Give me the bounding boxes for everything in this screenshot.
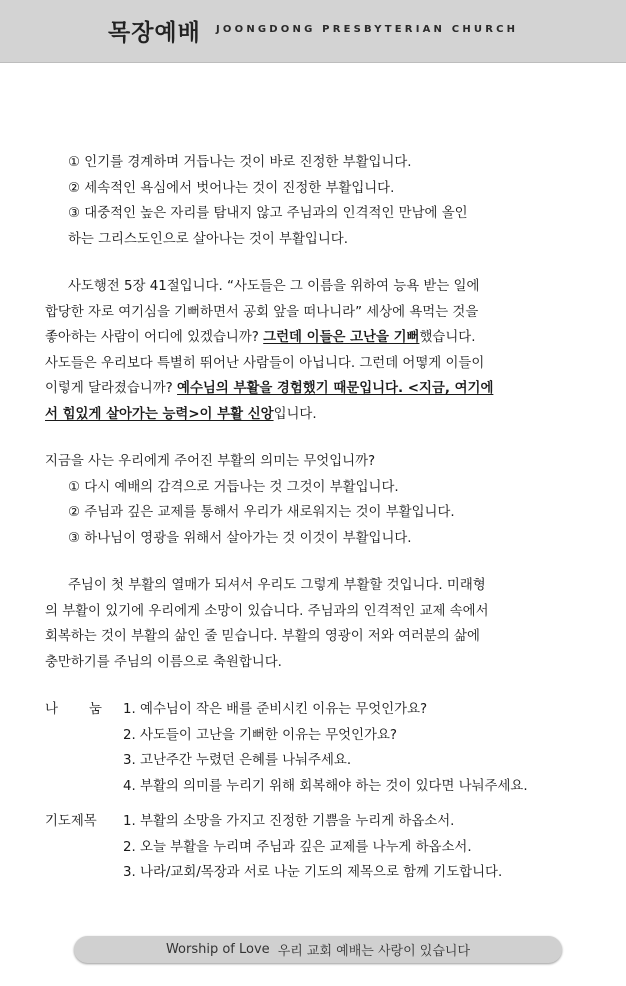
text-span: 좋아하는 사람이 어디에 있겠습니까?	[45, 330, 264, 345]
sharing-row	[45, 748, 595, 774]
emphasis-text: 서 힘있게 살아가는 능력>이 부활 신앙	[45, 406, 274, 422]
paragraph-line: 사도행전 5장 41절입니다. “사도들은 그 이름을 위하여 능욕 받는 일에	[68, 279, 480, 294]
prayer-item: 2. 오늘 부활을 누리며 주님과 깊은 교제를 나누게 하옵소서.	[123, 839, 472, 855]
sharing-question: 2. 사도들이 고난을 기뻐한 이유는 무엇인가요?	[123, 727, 398, 743]
sharing-row	[45, 723, 595, 749]
paragraph-line: 주님이 첫 부활의 열매가 되셔서 우리도 그렇게 부활할 것입니다. 미래형	[68, 578, 486, 593]
paragraph-line: 합당한 자로 여기심을 기뻐하면서 공회 앞을 떠나니라” 세상에 욕먹는 것을	[45, 304, 479, 320]
intro-point: ③ 대중적인 높은 자리를 탐내지 않고 주님과의 인격적인 만남에 올인	[68, 206, 468, 221]
text-span: 했습니다.	[419, 330, 476, 345]
prayer-item: 3. 나라/교회/목장과 서로 나눈 기도의 제목으로 함께 기도합니다.	[123, 865, 503, 880]
paragraph-line	[45, 402, 595, 428]
text-span: 이렇게 달라졌습니까?	[45, 381, 178, 396]
header-subtitle: JOONGDONG PRESBYTERIAN CHURCH	[216, 24, 519, 35]
question-point: ① 다시 예배의 감격으로 거듭나는 것 그것이 부활입니다.	[68, 479, 399, 495]
emphasis-text: 그런데 이들은 고난을 기뻐	[263, 330, 420, 345]
page-header	[0, 0, 626, 63]
footer-english: Worship of Love	[165, 942, 270, 957]
question-point: ③ 하나님이 영광을 위해서 살아가는 것 이것이 부활입니다.	[68, 530, 412, 546]
paragraph-line: 의 부활이 있기에 우리에게 소망이 있습니다. 주님과의 인격적인 교제 속에서	[45, 603, 489, 619]
header-title: 목장예배	[108, 20, 201, 46]
sharing-label: 나 눔	[45, 702, 102, 717]
footer-korean: 우리 교회 예배는 사랑이 있습니다	[277, 944, 471, 959]
sharing-section	[45, 697, 595, 799]
question-section	[45, 449, 595, 551]
main-content	[45, 150, 595, 886]
intro-points	[45, 150, 595, 252]
emphasis-text: 예수님의 부활을 경험했기 때문입니다. <지금, 여기에	[177, 381, 494, 396]
paragraph-line	[45, 376, 595, 402]
prayer-label: 기도제목	[45, 814, 97, 829]
sharing-row	[45, 697, 595, 723]
footer-banner	[74, 936, 562, 963]
prayer-item: 1. 부활의 소망을 가지고 진정한 기쁨을 누리게 하옵소서.	[123, 814, 455, 829]
text-span: 입니다.	[273, 406, 317, 422]
prayer-row	[45, 860, 595, 886]
paragraph-line: 회복하는 것이 부활의 삶인 줄 믿습니다. 부활의 영광이 저와 여러분의 삶에	[45, 629, 480, 644]
prayer-row	[45, 835, 595, 861]
intro-point: ② 세속적인 욕심에서 벗어나는 것이 진정한 부활입니다.	[68, 180, 395, 196]
paragraph-line	[45, 325, 595, 351]
prayer-section	[45, 809, 595, 886]
sharing-question: 4. 부활의 의미를 누리기 위해 회복해야 하는 것이 있다면 나눠주세요.	[123, 778, 528, 794]
sharing-question: 1. 예수님이 작은 배를 준비시킨 이유는 무엇인가요?	[123, 702, 428, 717]
sharing-row	[45, 774, 595, 800]
question-point: ② 주님과 깊은 교제를 통해서 우리가 새로워지는 것이 부활입니다.	[68, 505, 455, 520]
question-title: 지금을 사는 우리에게 주어진 부활의 의미는 무엇입니까?	[45, 454, 376, 469]
sharing-question: 3. 고난주간 누렸던 은혜를 나눠주세요.	[123, 753, 352, 768]
intro-point: ① 인기를 경계하며 거듭나는 것이 바로 진정한 부활입니다.	[68, 155, 412, 170]
paragraph-line: 사도들은 우리보다 특별히 뛰어난 사람들이 아닙니다. 그런데 어떻게 이들이	[45, 355, 485, 371]
intro-point: 하는 그리스도인으로 살아나는 것이 부활입니다.	[68, 231, 348, 247]
prayer-row	[45, 809, 595, 835]
paragraph-blessing	[45, 573, 595, 675]
paragraph-apostles	[45, 274, 595, 427]
paragraph-line: 충만하기를 주님의 이름으로 축원합니다.	[45, 654, 282, 670]
